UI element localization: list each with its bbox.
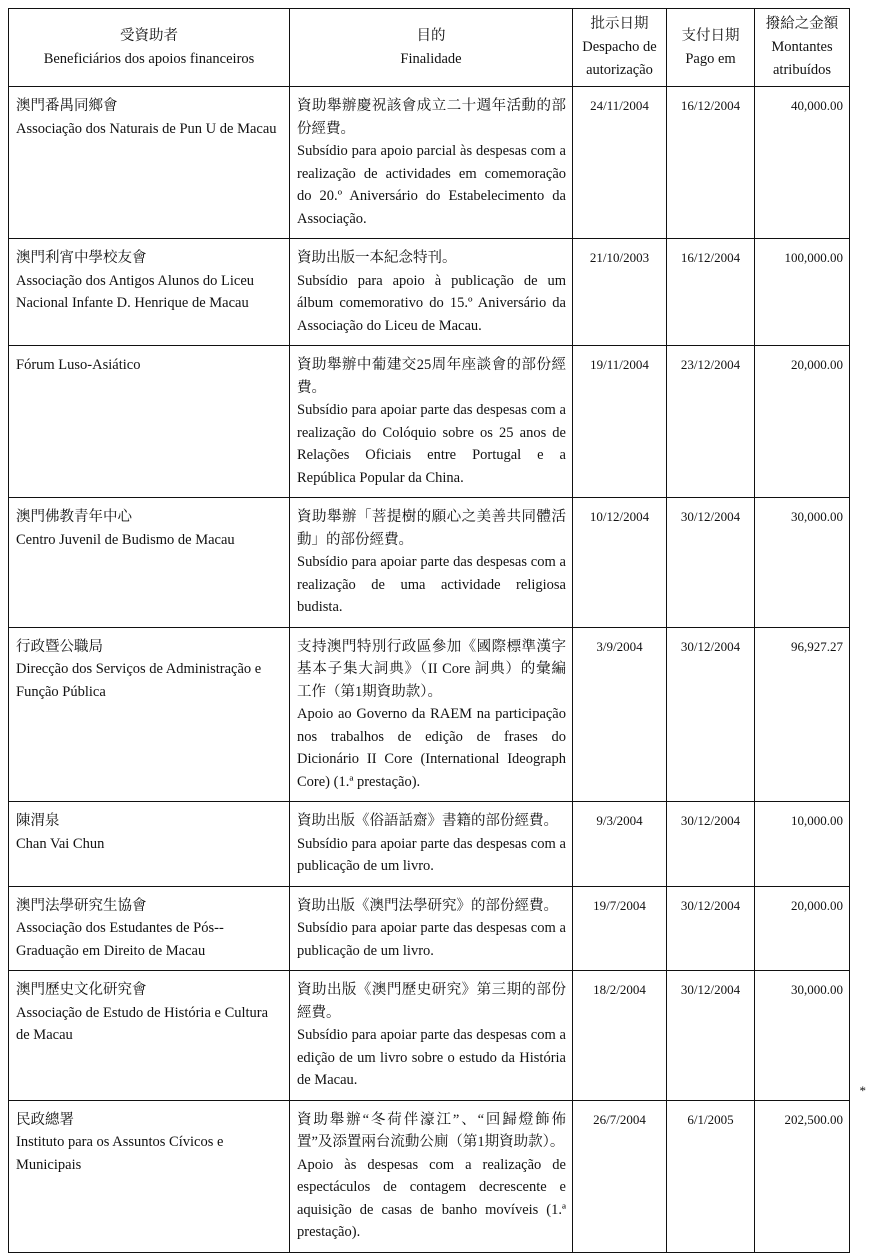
paid-date: 30/12/2004 — [667, 627, 755, 802]
table-row — [9, 87, 850, 239]
purpose-zh: 資助舉辦慶祝該會成立二十週年活動的部份經費。 — [297, 98, 566, 137]
amount: 30,000.00 — [755, 971, 850, 1101]
header-purpose — [290, 9, 573, 87]
purpose-pt: Subsídio para apoiar parte das despesas com a publicação de um livro. — [297, 835, 566, 874]
header-purpose-pt: Finalidade — [400, 50, 462, 67]
beneficiary-name-zh: 澳門歷史文化研究會 — [16, 982, 147, 998]
beneficiary-cell — [9, 87, 290, 239]
purpose-cell — [290, 239, 573, 346]
purpose-cell — [290, 886, 573, 971]
beneficiary-cell — [9, 239, 290, 346]
amount: 96,927.27 — [755, 627, 850, 802]
header-authorization — [573, 9, 667, 87]
authorization-date: 21/10/2003 — [573, 239, 667, 346]
beneficiary-name-pt: Instituto para os Assuntos Cívicos e Municipais — [16, 1134, 224, 1173]
beneficiary-name-zh: 澳門番禺同鄉會 — [16, 98, 118, 114]
beneficiary-name-pt: Associação de Estudo de História e Cultura de Macau — [16, 1004, 269, 1043]
beneficiary-cell — [9, 886, 290, 971]
header-paid-pt: Pago em — [685, 50, 736, 67]
authorization-date: 24/11/2004 — [573, 87, 667, 239]
paid-date: 16/12/2004 — [667, 87, 755, 239]
beneficiary-cell — [9, 802, 290, 887]
purpose-pt: Subsídio para apoiar parte das despesas com a realização de uma actividade religiosa budista. — [297, 554, 566, 615]
purpose-pt: Subsídio para apoiar parte das despesas com a publicação de um livro. — [297, 920, 566, 959]
beneficiary-name-pt: Chan Vai Chun — [16, 835, 105, 852]
authorization-date: 19/7/2004 — [573, 886, 667, 971]
table-row — [9, 802, 850, 887]
paid-date: 16/12/2004 — [667, 239, 755, 346]
header-amount — [755, 9, 850, 87]
table-row — [9, 239, 850, 346]
table-row — [9, 627, 850, 802]
beneficiary-name-pt: Centro Juvenil de Budismo de Macau — [16, 531, 235, 548]
purpose-cell — [290, 346, 573, 498]
purpose-pt: Subsídio para apoiar parte das despesas com a edição de um livro sobre o estudo da História de Macau. — [297, 1027, 566, 1088]
beneficiary-cell — [9, 1100, 290, 1252]
beneficiary-name-zh: 澳門佛教青年中心 — [16, 509, 132, 525]
paid-date: 23/12/2004 — [667, 346, 755, 498]
beneficiary-name-zh: 澳門利宵中學校友會 — [16, 250, 147, 266]
purpose-zh: 資助舉辦「菩提樹的願心之美善共同體活動」的部份經費。 — [297, 509, 566, 548]
header-beneficiary — [9, 9, 290, 87]
purpose-cell — [290, 1100, 573, 1252]
header-amount-zh: 撥給之金額 — [765, 16, 839, 32]
beneficiary-name-zh: 陳渭泉 — [16, 813, 60, 829]
amount: 10,000.00 — [755, 802, 850, 887]
beneficiary-name-pt: Associação dos Naturais de Pun U de Macau — [16, 120, 277, 137]
purpose-cell — [290, 87, 573, 239]
purpose-cell — [290, 971, 573, 1101]
purpose-cell — [290, 498, 573, 628]
beneficiary-name-pt: Associação dos Estudantes de Pós--Graduação em Direito de Macau — [16, 920, 224, 959]
table-row — [9, 1100, 850, 1252]
header-paid — [667, 9, 755, 87]
paid-date: 30/12/2004 — [667, 802, 755, 887]
amount: 202,500.00 — [755, 1100, 850, 1252]
amount: 30,000.00 — [755, 498, 850, 628]
authorization-date: 3/9/2004 — [573, 627, 667, 802]
amount: 100,000.00 — [755, 239, 850, 346]
purpose-zh: 資助舉辦中葡建交25周年座談會的部份經費。 — [297, 357, 566, 396]
authorization-date: 26/7/2004 — [573, 1100, 667, 1252]
beneficiary-cell — [9, 498, 290, 628]
purpose-zh: 資助出版《俗語話齋》書籍的部份經費。 — [297, 813, 558, 829]
paid-date: 30/12/2004 — [667, 971, 755, 1101]
beneficiary-name-zh: 澳門法學研究生協會 — [16, 897, 147, 914]
beneficiary-name-pt: Direcção dos Serviços de Administração e Função Pública — [16, 661, 262, 700]
beneficiary-cell — [9, 346, 290, 498]
table-header-row — [9, 9, 850, 87]
header-authorization-zh: 批示日期 — [590, 16, 649, 32]
paid-date: 30/12/2004 — [667, 886, 755, 971]
purpose-zh: 資助出版《澳門法學研究》的部份經費。 — [297, 897, 558, 914]
header-authorization-pt: Despacho de autorização — [582, 39, 657, 78]
beneficiary-name-pt: Fórum Luso-Asiático — [16, 357, 141, 373]
purpose-zh: 資助舉辦“冬荷伴濠江”、“回歸燈飾佈置”及添置兩台流動公廁（第1期資助款）。 — [297, 1111, 566, 1150]
subsidy-table — [8, 8, 850, 1253]
paid-date: 30/12/2004 — [667, 498, 755, 628]
beneficiary-name-zh: 民政總署 — [16, 1111, 74, 1128]
table-row — [9, 971, 850, 1101]
beneficiary-name-pt: Associação dos Antigos Alunos do Liceu Nacional Infante D. Henrique de Macau — [16, 272, 255, 311]
table-row — [9, 886, 850, 971]
authorization-date: 10/12/2004 — [573, 498, 667, 628]
purpose-cell — [290, 627, 573, 802]
amount: 20,000.00 — [755, 886, 850, 971]
authorization-date: 9/3/2004 — [573, 802, 667, 887]
table-row — [9, 498, 850, 628]
purpose-zh: 支持澳門特別行政區參加《國際標準漢字基本子集大詞典》（II Core 詞典）的彙編工作（第1期資助款）。 — [297, 638, 566, 700]
purpose-pt: Subsídio para apoio à publicação de um álbum comemorativo do 15.º Aniversário da Associação do Liceu de Macau. — [297, 272, 566, 334]
beneficiary-cell — [9, 627, 290, 802]
table-row — [9, 346, 850, 498]
purpose-cell — [290, 802, 573, 887]
header-beneficiary-pt: Beneficiários dos apoios financeiros — [43, 50, 255, 67]
purpose-zh: 資助出版一本紀念特刊。 — [297, 250, 457, 266]
purpose-zh: 資助出版《澳門歷史研究》第三期的部份經費。 — [297, 982, 566, 1021]
purpose-pt: Subsídio para apoio parcial às despesas com a realização de actividades em comemoração do 20.º Aniversário do Estabelecimento da Associação. — [297, 143, 566, 227]
authorization-date: 19/11/2004 — [573, 346, 667, 498]
amount: 40,000.00 — [755, 87, 850, 239]
header-paid-zh: 支付日期 — [681, 27, 740, 44]
authorization-date: 18/2/2004 — [573, 971, 667, 1101]
amount: 20,000.00 — [755, 346, 850, 498]
purpose-pt: Subsídio para apoiar parte das despesas com a realização do Colóquio sobre os 25 anos de Relações Oficiais entre Portugal e a República Popular da China. — [297, 402, 566, 486]
paid-date: 6/1/2005 — [667, 1100, 755, 1252]
purpose-pt: Apoio às despesas com a realização de espectáculos de contagem decrescente e aquisição de casas de banho movíveis (1.ª prestação). — [297, 1156, 566, 1240]
header-amount-pt: Montantes atribuídos — [771, 39, 833, 78]
beneficiary-name-zh: 行政暨公職局 — [16, 638, 103, 655]
header-purpose-zh: 目的 — [416, 27, 446, 44]
purpose-pt: Apoio ao Governo da RAEM na participação nos trabalhos de edição de frases do Dicionário II Core (International Ideograph Core) (1.ª prestação). — [297, 706, 566, 790]
footnote-marker: * — [859, 1083, 866, 1098]
beneficiary-cell — [9, 971, 290, 1101]
header-beneficiary-zh: 受資助者 — [120, 27, 178, 44]
